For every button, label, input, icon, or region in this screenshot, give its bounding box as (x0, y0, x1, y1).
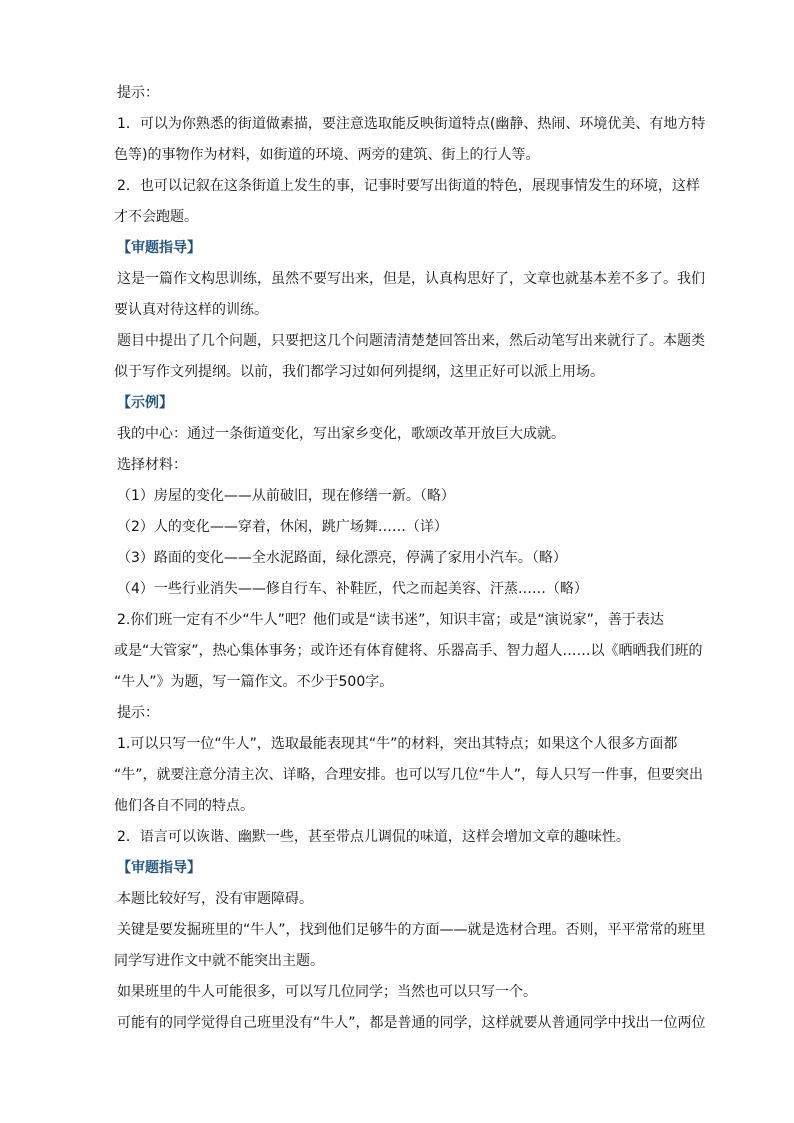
para-2-line-1: 题目中提出了几个问题，只要把这几个问题清清楚楚回答出来，然后动笔写出来就行了。本题类 (117, 333, 705, 349)
example-item-1: （1）房屋的变化——从前破旧，现在修缮一新。（略） (117, 488, 455, 504)
tip-3-line-2: “牛”，就要注意分清主次、详略，合理安排。也可以写几位“牛人”，每人只写一件事，但要突出 (114, 767, 704, 783)
tip-2-line-1: 2．也可以记叙在这条街道上发生的事，记事时要写出街道的特色，展现事情发生的环境，这样 (117, 178, 700, 194)
tip-2-line-2: 才不会跑题。 (114, 209, 198, 225)
tip-3-line-1: 1.可以只写一位“牛人”，选取最能表现其“牛”的材料，突出其特点；如果这个人很多方面都 (117, 736, 678, 752)
tip-4: 2．语言可以诙谐、幽默一些，甚至带点儿调侃的味道，这样会增加文章的趣味性。 (117, 829, 630, 845)
question-2-line-3: “牛人”》为题，写一篇作文。不少于500字。 (114, 674, 394, 690)
example-item-4: （4）一些行业消失——修自行车、补鞋匠，代之而起美容、汗蒸……（略） (117, 581, 588, 597)
document-body (114, 78, 711, 1039)
para-1-line-2: 要认真对待这样的训练。 (114, 302, 268, 318)
question-2-line-2: 或是“大管家”，热心集体事务；或许还有体育健将、乐器高手、智力超人……以《晒晒我们班的 (114, 643, 703, 659)
para-1-line-1: 这是一篇作文构思训练，虽然不要写出来，但是，认真构思好了，文章也就基本差不多了。我们 (117, 271, 705, 287)
para-5: 如果班里的牛人可能很多，可以写几位同学；当然也可以只写一个。 (117, 984, 537, 1000)
tip-label: 提示： (117, 85, 159, 101)
para-6-line-1: 可能有的同学觉得自己班里没有“牛人”，都是普通的同学，这样就要从普通同学中找出一位两位 (117, 1015, 706, 1031)
tip-1-line-2: 色等)的事物作为材料，如街道的环境、两旁的建筑、街上的行人等。 (114, 147, 540, 163)
tip-3-line-3: 他们各自不同的特点。 (114, 798, 254, 814)
example-item-3: （3）路面的变化——全水泥路面，绿化漂亮，停满了家用小汽车。（略） (117, 550, 567, 566)
tip-label-2: 提示： (117, 705, 159, 721)
tip-1-line-1: 1．可以为你熟悉的街道做素描，要注意选取能反映街道特点(幽静、热闹、环境优美、有地方特 (117, 116, 706, 132)
example-item-2: （2）人的变化——穿着，休闲，跳广场舞……（详） (117, 519, 448, 535)
para-2-line-2: 似于写作文列提纲。以前，我们都学习过如何列提纲，这里正好可以派上用场。 (114, 364, 604, 380)
section-heading-review: 【审题指导】 (117, 240, 201, 256)
example-center: 我的中心：通过一条街道变化，写出家乡变化，歌颂改革开放巨大成就。 (117, 426, 565, 442)
para-4-line-2: 同学写进作文中就不能突出主题。 (114, 953, 324, 969)
para-3: 本题比较好写，没有审题障碍。 (117, 891, 313, 907)
section-heading-review-2: 【审题指导】 (117, 860, 201, 876)
para-4-line-1: 关键是要发掘班里的“牛人”，找到他们足够牛的方面——就是选材合理。否则，平平常常的班里 (117, 922, 706, 938)
question-2-line-1: 2.你们班一定有不少“牛人”吧？他们或是“读书迷”，知识丰富；或是“演说家”，善于表达 (117, 612, 664, 628)
example-materials-label: 选择材料： (117, 457, 187, 473)
section-heading-example: 【示例】 (117, 395, 173, 411)
